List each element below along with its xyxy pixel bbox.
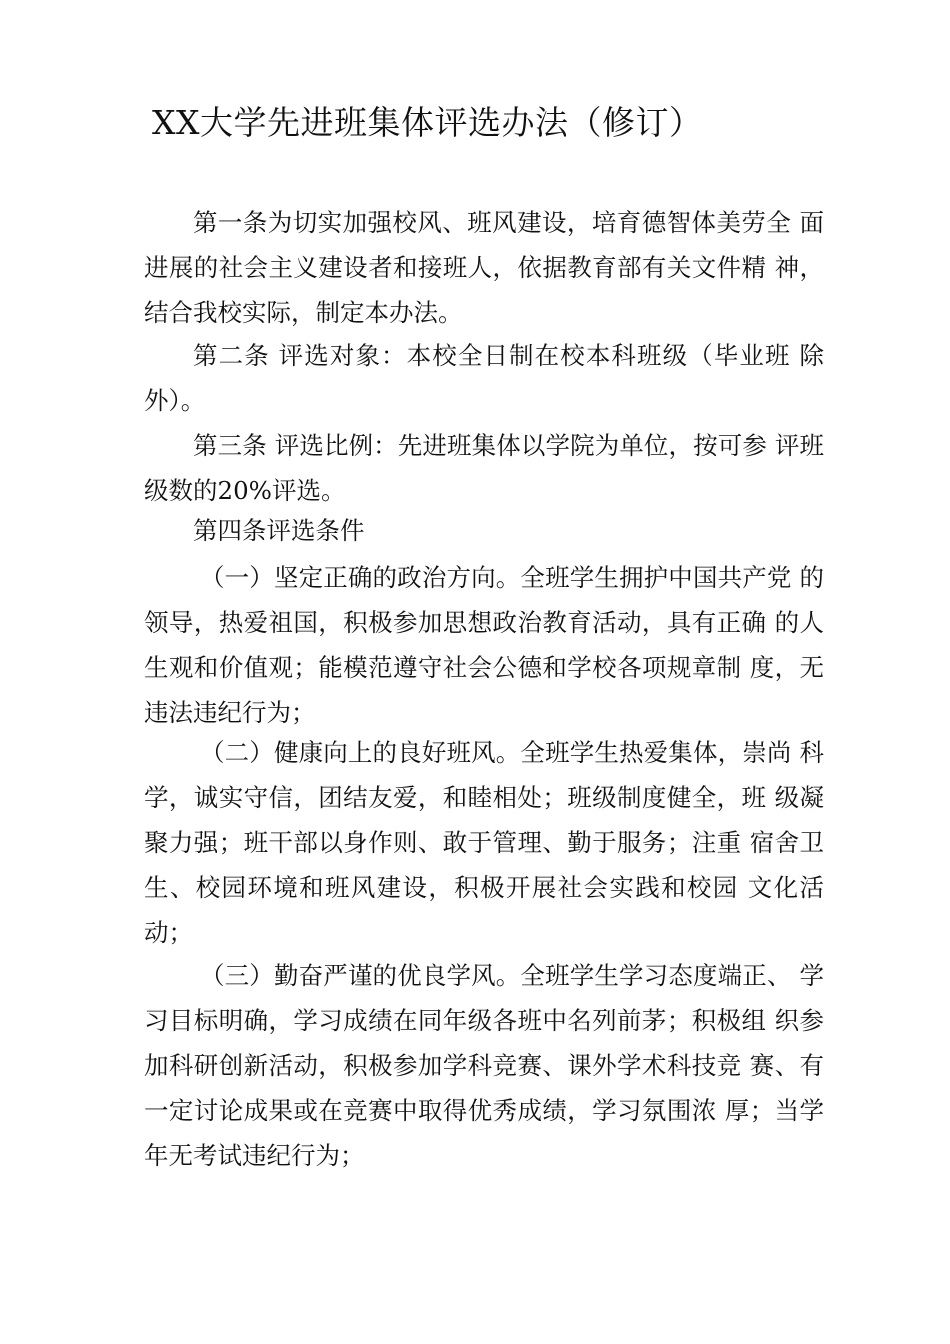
article-4-heading <box>144 508 824 553</box>
paragraph: （一）坚定正确的政治方向。全班学生拥护中国共产党 的领导，热爱祖国，积极参加思想政治教育活动，具有正确 的人生观和价值观；能模范遵守社会公德和学校各项规章制 度，无违法违纪行为； <box>144 563 824 727</box>
paragraph: 第三条 评选比例：先进班集体以学院为单位，按可参 评班级数的20%评选。 <box>144 431 824 505</box>
condition-2 <box>144 730 824 955</box>
article-1 <box>144 200 824 335</box>
paragraph: （三）勤奋严谨的优良学风。全班学生学习态度端正、 学习目标明确，学习成绩在同年级各班中名列前茅；积极组 织参加科研创新活动，积极参加学科竞赛、课外学术科技竞 赛、有一定讨论成果或在竞赛中取得优秀成绩，学习氛围浓 厚；当学年无考试违纪行为； <box>144 961 824 1170</box>
article-3 <box>144 423 824 513</box>
condition-1 <box>144 555 824 735</box>
paragraph: 第一条为切实加强校风、班风建设，培育德智体美劳全 面进展的社会主义建设者和接班人，依据教育部有关文件精 神，结合我校实际，制定本办法。 <box>144 208 824 327</box>
paragraph: （二）健康向上的良好班风。全班学生热爱集体，崇尚 科学，诚实守信，团结友爱，和睦相处；班级制度健全，班 级凝聚力强；班干部以身作则、敢于管理、勤于服务；注重 宿舍卫生、校园环境和班风建设，积极开展社会实践和校园 文化活动； <box>144 738 824 947</box>
paragraph: 第二条 评选对象：本校全日制在校本科班级（毕业班 除外）。 <box>144 341 824 415</box>
document-title: XX大学先进班集体评选办法（修订） <box>152 103 703 142</box>
article-2 <box>144 333 824 423</box>
paragraph: 第四条评选条件 <box>193 516 365 545</box>
condition-3 <box>144 953 824 1178</box>
